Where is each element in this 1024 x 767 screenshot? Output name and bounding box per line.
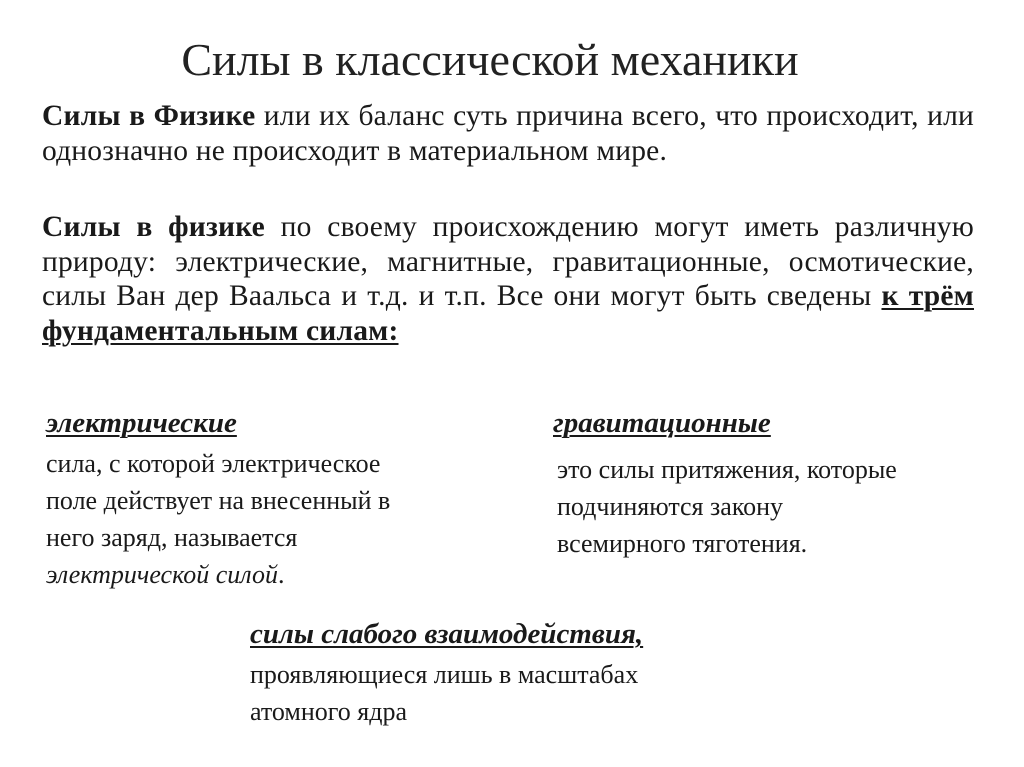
intro-text: или их баланс суть причина всего, что происходит, или однозначно не происходит в материальном мире. (42, 100, 974, 167)
origin-text: по своему происхождению могут иметь различную природу: электрические, магнитные, гравитационные, осмотические, силы Ван дер Ваальса и т.д. и т.п. Все они могут быть сведены (42, 211, 975, 312)
weak-description (250, 656, 810, 730)
gravitational-description (553, 451, 993, 562)
intro-paragraph (42, 99, 974, 168)
slide-title: Силы в классической механики (181, 34, 799, 85)
electric-heading: электрические (46, 407, 237, 439)
weak-heading: силы слабого взаимодействия, (250, 618, 644, 650)
electric-force-block (46, 405, 496, 593)
electric-line-1: сила, с которой электрическое (46, 449, 381, 478)
origin-bold-lead: Силы в физике (42, 211, 265, 243)
gravitational-heading: гравитационные (553, 407, 771, 439)
electric-italic-term: электрической силой (46, 560, 278, 589)
gravitational-force-block (553, 405, 993, 562)
fundamental-forces-phrase: к трём фундаментальным силам: (42, 280, 974, 347)
electric-trailing: . (277, 560, 285, 589)
gravitational-line-2: подчиняются закону (557, 492, 784, 521)
weak-line-1: проявляющиеся лишь в масштабах (250, 660, 639, 689)
intro-bold-lead: Силы в Физике (42, 100, 256, 132)
weak-force-block (250, 616, 810, 730)
electric-line-3: него заряд, называется (46, 523, 298, 552)
gravitational-line-3: всемирного тяготения. (557, 529, 808, 558)
gravitational-line-1: это силы притяжения, которые (557, 455, 897, 484)
electric-line-2: поле действует на внесенный в (46, 486, 391, 515)
weak-line-2: атомного ядра (250, 697, 408, 726)
electric-description (46, 445, 496, 593)
origin-paragraph (42, 210, 974, 348)
